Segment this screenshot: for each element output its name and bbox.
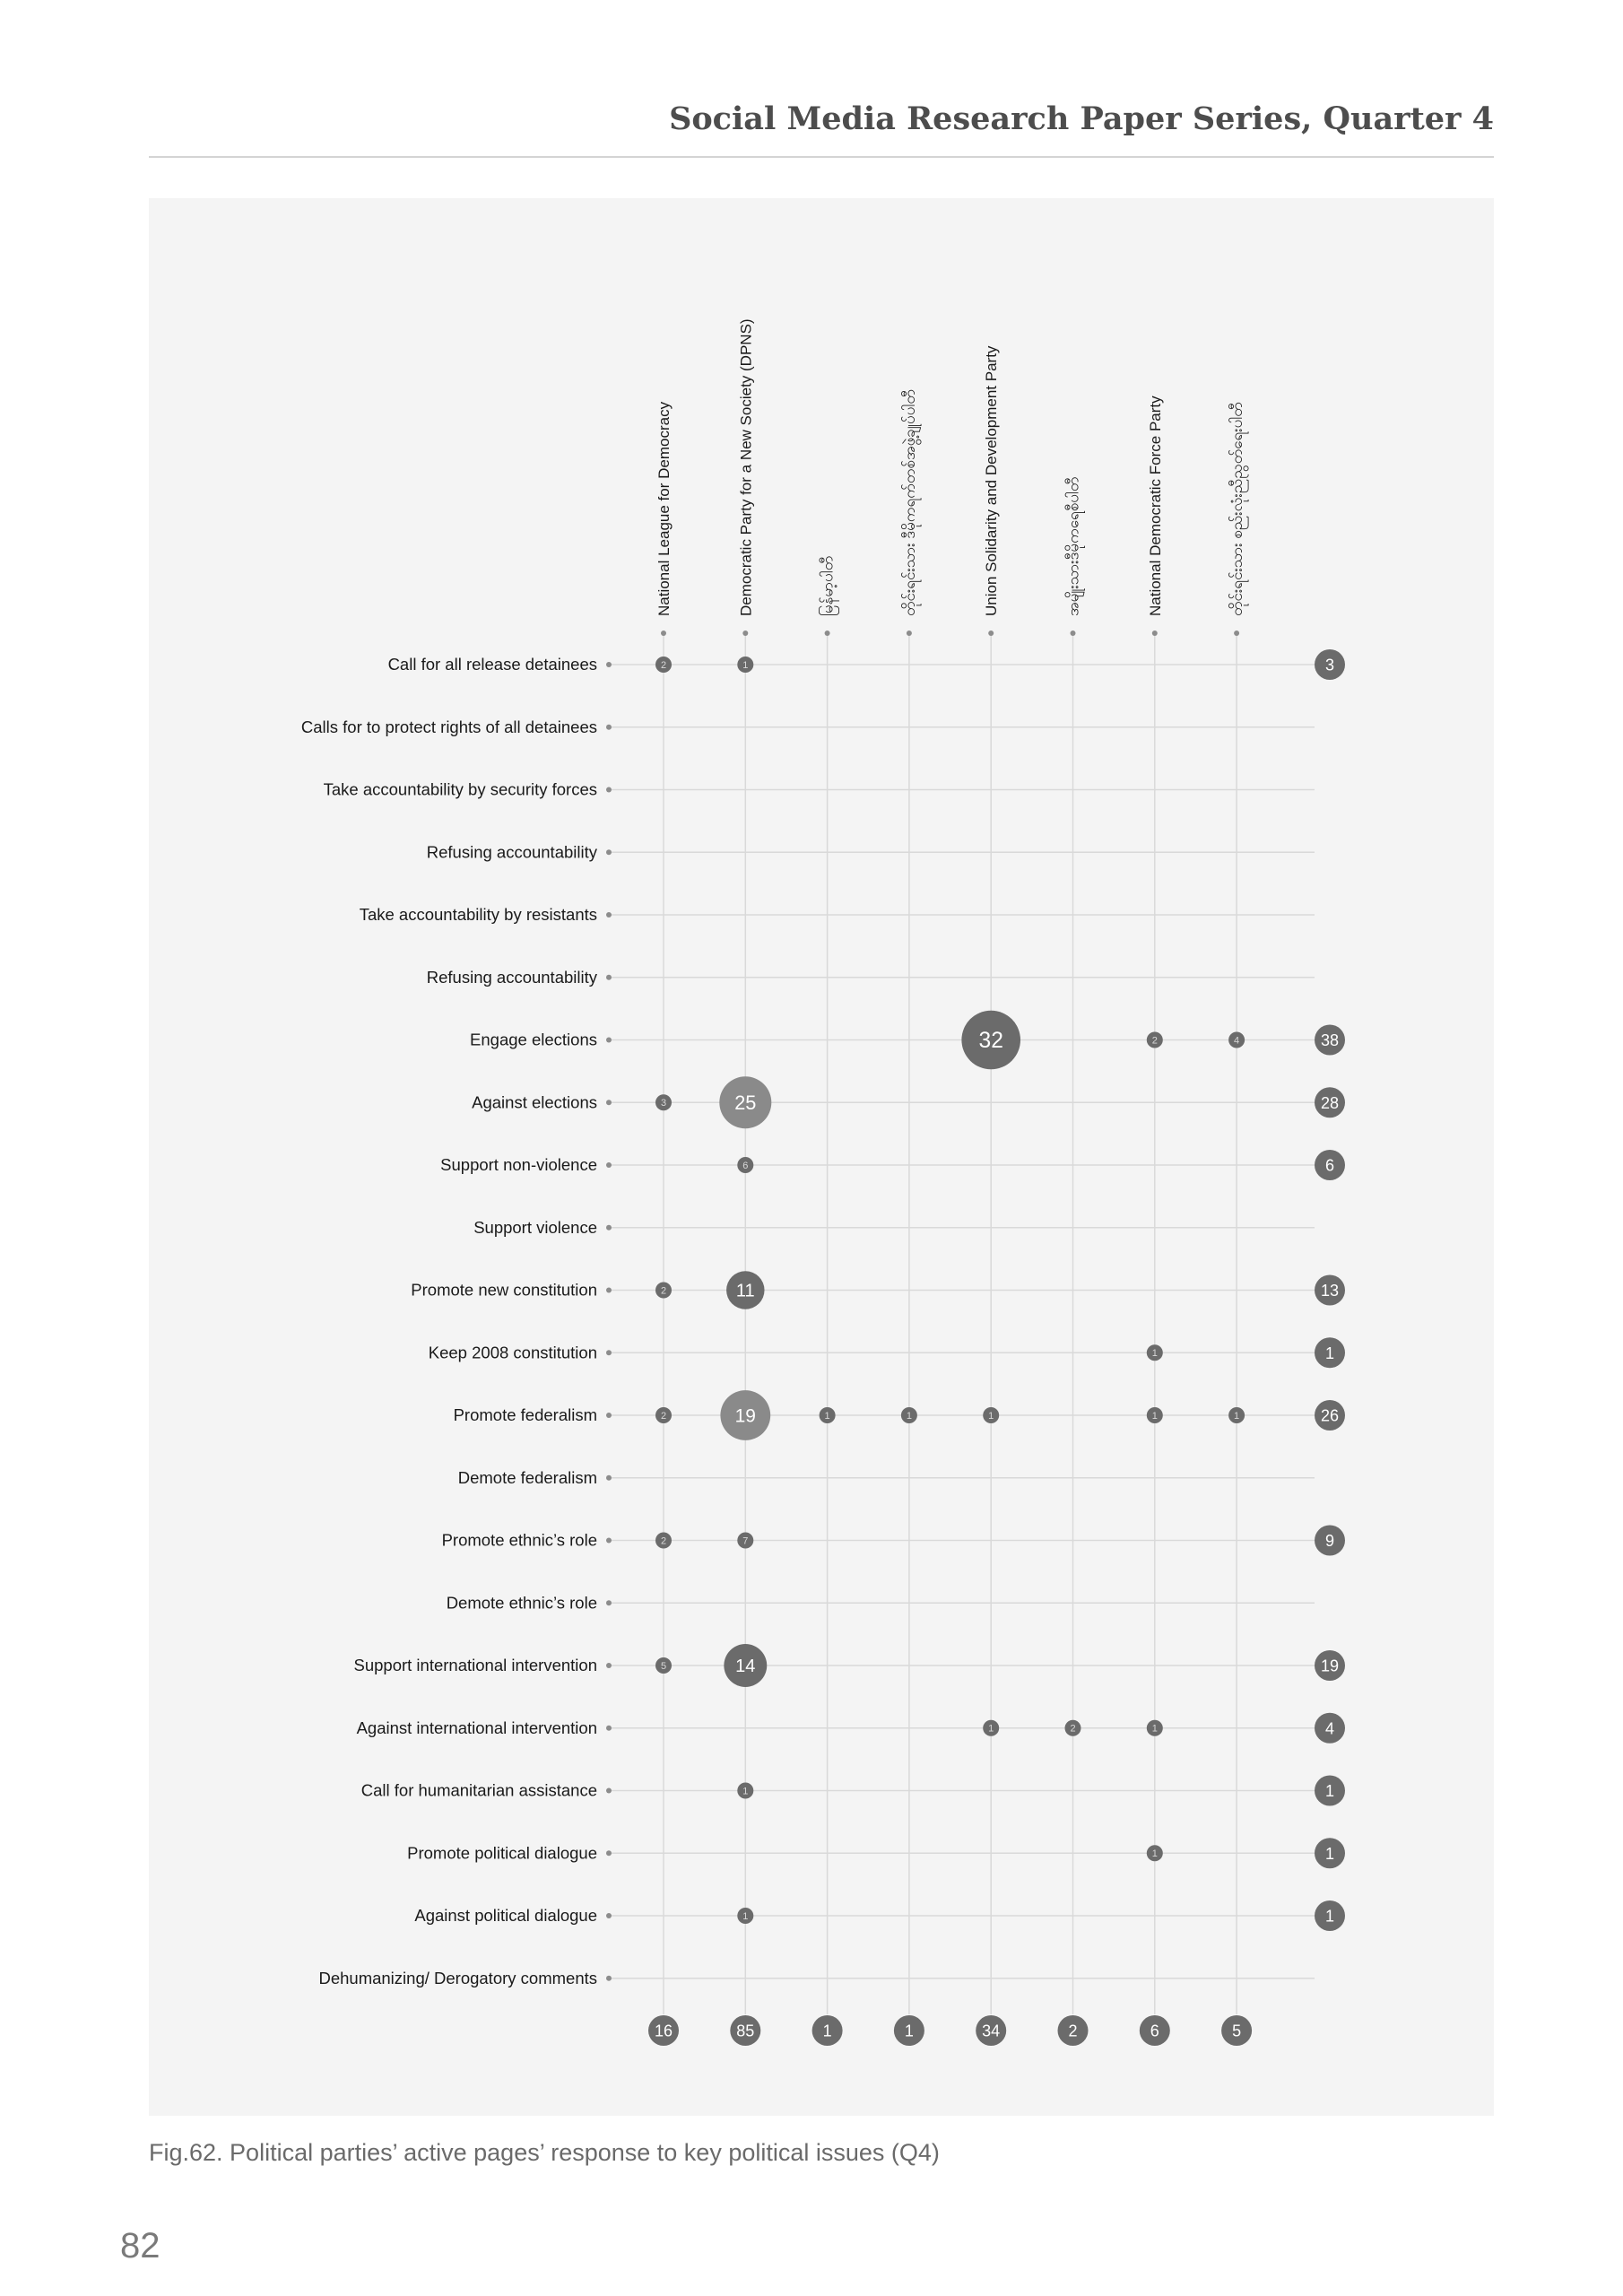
row-total-label: 28 [1320, 1093, 1340, 1112]
page-number: 82 [120, 2226, 161, 2266]
row-marker-dot [606, 1350, 612, 1355]
data-bubble-label: 11 [735, 1281, 755, 1301]
row-label: Support violence [473, 1217, 597, 1237]
row-label: Demote ethnic’s role [446, 1593, 597, 1613]
row-label: Engage elections [470, 1030, 597, 1049]
column-label: National Democratic Force Party [1146, 396, 1164, 616]
data-bubble-label: 14 [735, 1657, 756, 1676]
row-marker-dot [606, 1976, 612, 1981]
column-total-label: 16 [654, 2022, 673, 2040]
data-bubble-label: 1 [1151, 1348, 1158, 1360]
row-total-label: 4 [1324, 1719, 1335, 1738]
data-bubble-label: 2 [1070, 1723, 1076, 1735]
row-total-label: 3 [1324, 656, 1335, 674]
data-bubble-label: 2 [660, 1535, 667, 1547]
row-label: Call for all release detainees [387, 655, 597, 674]
row-total-label: 6 [1324, 1156, 1335, 1175]
column-total-label: 5 [1232, 2022, 1242, 2040]
data-bubble-label: 2 [660, 659, 667, 671]
column-marker-dot [1071, 631, 1076, 636]
row-label: Demote federalism [457, 1467, 597, 1487]
row-label: Take accountability by security forces [323, 779, 597, 799]
data-bubble-label: 1 [1151, 1723, 1158, 1735]
data-bubble-label: 1 [1151, 1410, 1158, 1422]
data-bubble-label: 1 [742, 659, 749, 671]
column-marker-dot [1234, 631, 1239, 636]
column-label: Union Solidarity and Development Party [983, 345, 1001, 616]
column-label: National League for Democracy [655, 401, 673, 616]
column-label: အမျိုးသားဒီမိုကရေစီပါတီ [1064, 476, 1082, 616]
column-total-label: 2 [1068, 2022, 1078, 2040]
row-marker-dot [606, 787, 612, 793]
data-bubble-label: 5 [660, 1660, 667, 1672]
row-label: Promote ethnic’s role [441, 1530, 597, 1550]
column-total-label: 85 [736, 2022, 755, 2040]
data-bubble-label: 1 [988, 1410, 994, 1422]
column-total-label: 1 [904, 2022, 914, 2040]
row-label: Refusing accountability [426, 967, 597, 987]
row-label: Against political dialogue [414, 1906, 597, 1925]
column-marker-dot [988, 631, 994, 636]
row-label: Take accountability by resistants [359, 905, 597, 924]
data-bubble-label: 3 [660, 1098, 667, 1109]
row-label: Call for humanitarian assistance [360, 1780, 597, 1800]
column-total-label: 34 [982, 2022, 1001, 2040]
row-label: Against international intervention [356, 1718, 597, 1737]
row-total-label: 26 [1320, 1406, 1340, 1425]
row-total-label: 13 [1320, 1282, 1340, 1300]
column-label: Democratic Party for a New Society (DPNS) [737, 318, 755, 616]
row-total-label: 38 [1320, 1031, 1340, 1049]
row-marker-dot [606, 1726, 612, 1731]
column-marker-dot [661, 631, 666, 636]
column-label: မြန်မာ့ပါတီ [819, 555, 837, 616]
data-bubble-label: 1 [1151, 1848, 1158, 1860]
row-total-label: 1 [1324, 1844, 1335, 1863]
row-marker-dot [606, 1663, 612, 1668]
header-divider [149, 156, 1494, 158]
row-label: Promote new constitution [411, 1280, 597, 1300]
chart-panel [149, 198, 1494, 2116]
bubble-matrix-chart [149, 198, 1494, 2116]
row-label: Keep 2008 constitution [428, 1343, 597, 1362]
data-bubble-label: 1 [742, 1910, 749, 1922]
data-bubble-label: 32 [978, 1029, 1003, 1054]
header-title: Social Media Research Paper Series, Quarter 4 [669, 100, 1494, 137]
data-bubble-label: 2 [660, 1410, 667, 1422]
data-bubble-label: 1 [824, 1410, 830, 1422]
row-marker-dot [606, 1413, 612, 1418]
row-marker-dot [606, 849, 612, 855]
row-marker-dot [606, 725, 612, 730]
row-total-label: 1 [1324, 1344, 1335, 1362]
row-marker-dot [606, 1600, 612, 1605]
row-label: Calls for to protect rights of all detainees [300, 717, 597, 736]
row-label: Support international intervention [353, 1656, 597, 1674]
row-marker-dot [606, 1538, 612, 1544]
row-marker-dot [606, 1288, 612, 1293]
data-bubble-label: 1 [906, 1410, 912, 1422]
column-marker-dot [742, 631, 748, 636]
column-label: တိုင်းရင်းသား စည်းလုံးညီညွတ်ရေးပါတီ [1228, 402, 1246, 616]
row-label: Dehumanizing/ Derogatory comments [318, 1968, 597, 1987]
row-total-label: 9 [1324, 1532, 1335, 1550]
row-label: Refusing accountability [426, 842, 597, 862]
row-marker-dot [606, 1850, 612, 1856]
row-marker-dot [606, 1913, 612, 1918]
row-label: Promote federalism [453, 1405, 597, 1424]
data-bubble-label: 1 [988, 1723, 994, 1735]
row-total-label: 1 [1324, 1782, 1335, 1800]
column-total-label: 6 [1150, 2022, 1159, 2040]
column-label: တိုင်းရင်းသား ဒီမိုကရက်တစ်အဖွဲ့ချုပ်ပါတီ [900, 389, 918, 616]
row-marker-dot [606, 1225, 612, 1231]
row-marker-dot [606, 1100, 612, 1105]
row-marker-dot [606, 1788, 612, 1794]
row-marker-dot [606, 662, 612, 667]
row-total-label: 1 [1324, 1907, 1335, 1926]
figure-caption: Fig.62. Political parties’ active pages’ response to key political issues (Q4) [149, 2139, 940, 2166]
row-label: Against elections [472, 1092, 597, 1112]
data-bubble-label: 1 [742, 1786, 749, 1797]
column-marker-dot [1152, 631, 1158, 636]
data-bubble-label: 1 [1234, 1410, 1240, 1422]
row-marker-dot [606, 1162, 612, 1168]
data-bubble-label: 6 [742, 1160, 749, 1171]
row-marker-dot [606, 975, 612, 980]
row-marker-dot [606, 1038, 612, 1043]
row-label: Support non-violence [440, 1155, 597, 1174]
data-bubble-label: 4 [1234, 1035, 1240, 1047]
column-total-label: 1 [822, 2022, 832, 2040]
data-bubble-label: 7 [742, 1535, 749, 1547]
column-marker-dot [907, 631, 912, 636]
data-bubble-label: 19 [734, 1405, 756, 1427]
row-total-label: 19 [1320, 1657, 1340, 1675]
data-bubble-label: 2 [660, 1285, 667, 1297]
data-bubble-label: 2 [1151, 1035, 1158, 1047]
row-label: Promote political dialogue [407, 1843, 597, 1863]
data-bubble-label: 25 [734, 1091, 757, 1114]
row-marker-dot [606, 1475, 612, 1481]
column-marker-dot [825, 631, 830, 636]
row-marker-dot [606, 912, 612, 918]
